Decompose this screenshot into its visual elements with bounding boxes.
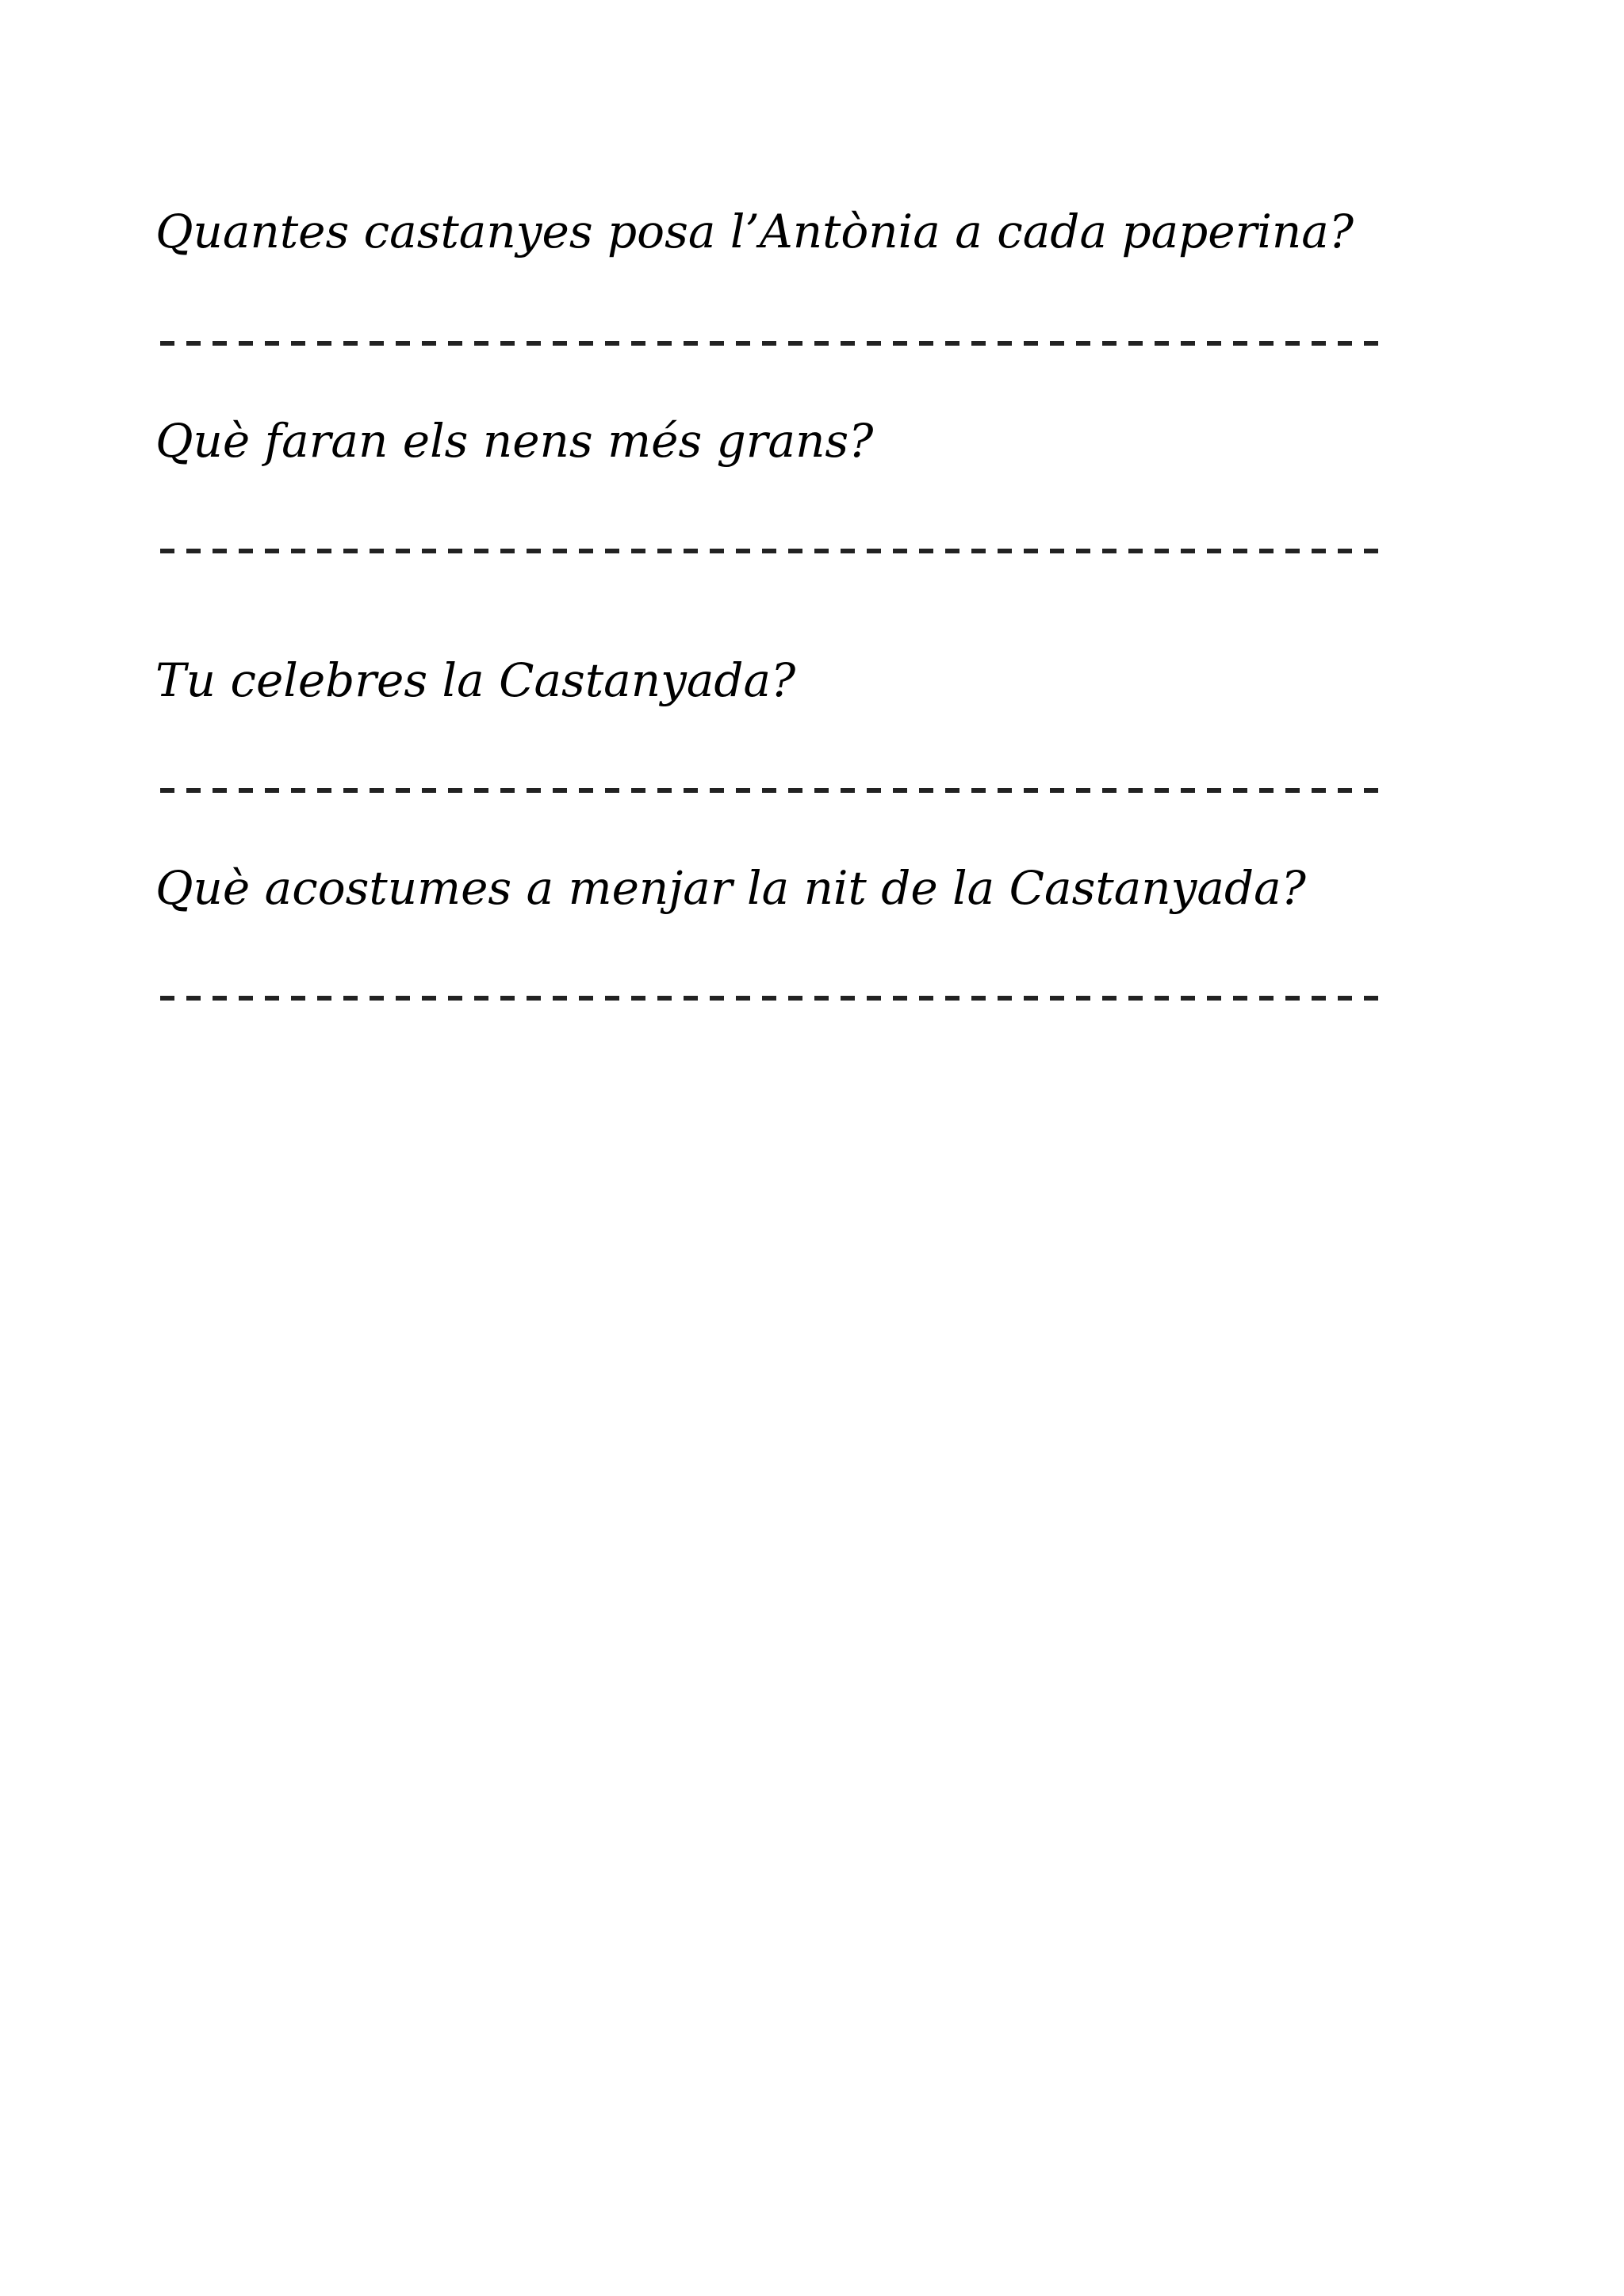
answer-line-4[interactable]: [160, 996, 1386, 1001]
question-4: Què acostumes a menjar la nit de la Castanyada?: [155, 861, 1306, 915]
answer-line-3[interactable]: [160, 788, 1386, 793]
answer-line-2[interactable]: [160, 549, 1386, 553]
question-3: Tu celebres la Castanyada?: [155, 653, 796, 707]
answer-line-1[interactable]: [160, 341, 1386, 346]
question-2: Què faran els nens més grans?: [155, 414, 874, 468]
question-1: Quantes castanyes posa l’Antònia a cada paperina?: [155, 205, 1354, 258]
